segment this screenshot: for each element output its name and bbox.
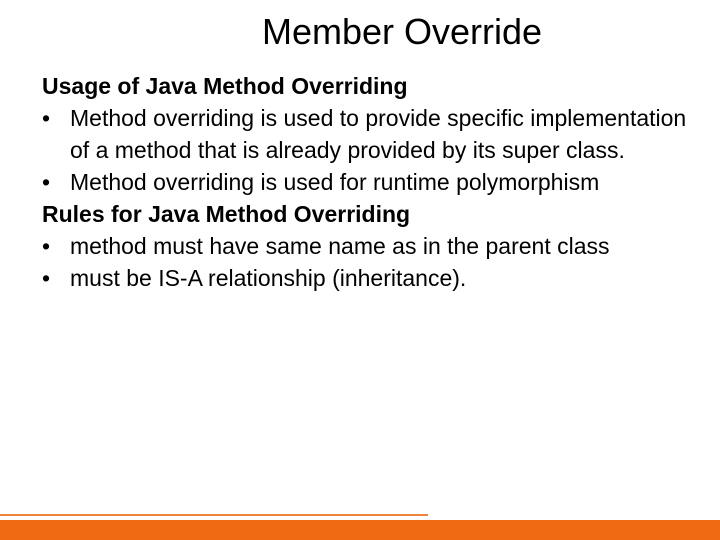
bullet-list-usage xyxy=(42,102,692,198)
bullet-list-rules xyxy=(42,230,692,294)
bullet-item xyxy=(42,166,692,198)
footer-accent-line xyxy=(0,514,428,516)
bullet-item xyxy=(42,102,692,166)
bullet-icon: • xyxy=(42,265,51,291)
bullet-item xyxy=(42,262,692,294)
section-heading-rules: Rules for Java Method Overriding xyxy=(42,201,411,227)
bullet-icon: • xyxy=(42,105,51,131)
bullet-text: Method overriding is used to provide specific implementation of a method that is already provided by its super class. xyxy=(70,105,687,163)
footer-accent-bar xyxy=(0,520,720,540)
bullet-icon: • xyxy=(42,233,51,259)
section-heading-usage: Usage of Java Method Overriding xyxy=(42,73,408,99)
slide-title: Member Override xyxy=(261,11,543,52)
bullet-text: method must have same name as in the parent class xyxy=(70,233,610,259)
bullet-text: Method overriding is used for runtime polymorphism xyxy=(70,169,600,195)
slide-body xyxy=(42,70,692,294)
bullet-item xyxy=(42,230,692,262)
bullet-icon: • xyxy=(42,169,51,195)
bullet-text: must be IS-A relationship (inheritance). xyxy=(70,265,467,291)
